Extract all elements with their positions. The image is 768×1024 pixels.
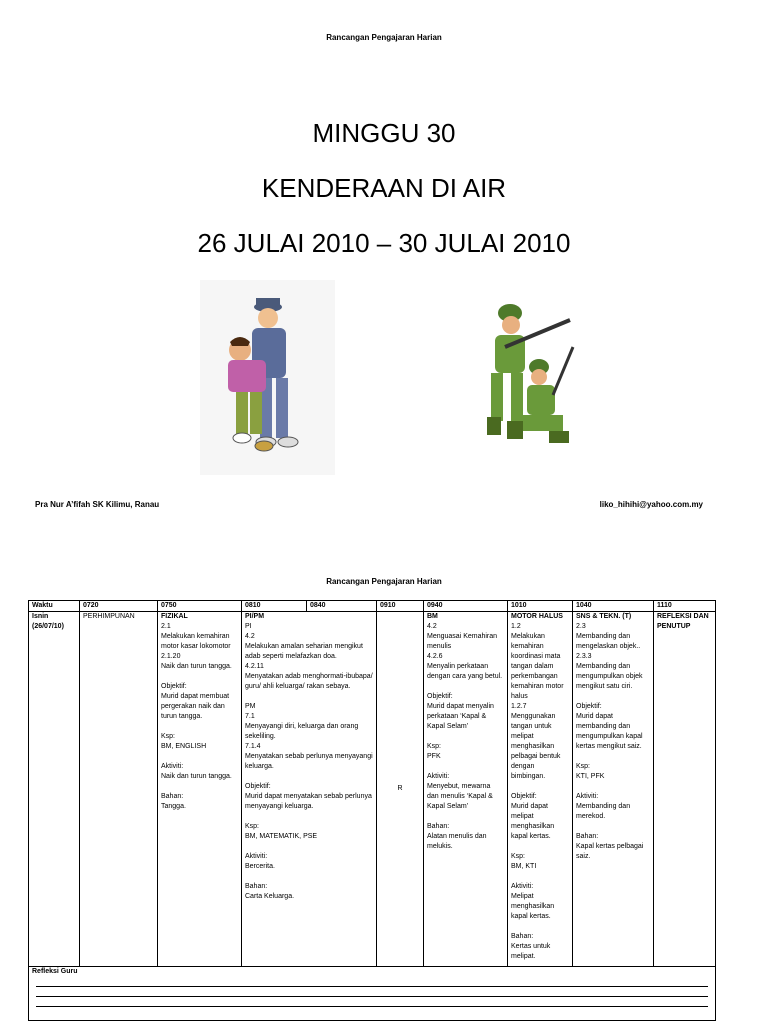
header-1040: 1040 [573, 601, 654, 612]
header-0810: 0810 [242, 601, 307, 612]
bm-title: BM [427, 613, 438, 620]
perhimpunan-cell [80, 612, 158, 967]
day-cell [29, 612, 80, 967]
header-waktu: Waktu [29, 601, 80, 612]
header-1110: 1110 [654, 601, 716, 612]
header-0940: 0940 [424, 601, 508, 612]
sns-cell [573, 612, 654, 967]
motor-halus-cell [508, 612, 573, 967]
reflection-line [36, 987, 708, 997]
table-header-row [29, 601, 716, 612]
title-week: MINGGU 30 [312, 118, 456, 148]
reflection-line [36, 977, 708, 987]
table-row [29, 612, 716, 967]
page-header: Rancangan Pengajaran Harian [326, 33, 442, 42]
sns-title: SNS & TEKN. (T) [576, 613, 632, 620]
title-theme: KENDERAAN DI AIR [261, 173, 507, 203]
motor-title: MOTOR HALUS [511, 613, 563, 620]
refleksi-penutup-cell [654, 612, 716, 967]
police-officer-illustration [200, 280, 335, 475]
pipm-body: PI 4.2 Melakukan amalan seharian mengikut adab seperti melafazkan doa. 4.2.11 Menyatakan adab menghormati-ibubapa/ guru/ ahli keluarga/ rakan sebaya. PM 7.1 Menyayangi diri, keluarga dan orang sekeliling. 7.1.4 Menyatakan sebab perlunya menyayangi keluarga. Objektif: Murid dapat menyatakan sebab perlunya menyayangi keluarga. Ksp: BM, MATEMATIK, PSE Aktiviti: Bercerita. Bahan: Carta Keluarga. [245, 623, 373, 900]
title-dates: 26 JULAI 2010 – 30 JULAI 2010 [197, 228, 571, 258]
refleksi-guru-cell [29, 967, 716, 1021]
reflection-line [36, 997, 708, 1007]
pipm-cell [242, 612, 377, 967]
header-1010: 1010 [508, 601, 573, 612]
header-0750: 0750 [158, 601, 242, 612]
sns-body: 2.3 Membanding dan mengelaskan objek.. 2.3.3 Membanding dan mengumpulkan objek mengikut satu ciri. Objektif: Murid dapat membanding dan mengumpulkan kapal kertas mengikut saiz. Ksp: KTI, PFK Aktiviti: Membanding dan merekod. Bahan: Kapal kertas pelbagai saiz. [576, 623, 644, 860]
plan-header: Rancangan Pengajaran Harian [326, 577, 442, 586]
lesson-plan-table [28, 600, 716, 1021]
bm-body: 4.2 Menguasai Kemahiran menulis 4.2.6 Menyalin perkataan dengan cara yang betul. Objektif: Murid dapat menyalin perkataan ‘Kapal & Kapal Selam’ Ksp: PFK Aktiviti: Menyebut, mewarna dan menulis ‘Kapal & Kapal Selam’ Bahan: Alatan menulis dan melukis. [427, 623, 503, 850]
refleksi-guru-row [29, 967, 716, 1021]
fizikal-body: 2.1 Melakukan kemahiran motor kasar lokomotor 2.1.20 Naik dan turun tangga. Objektif: Murid dapat membuat pergerakan naik dan turun tangga. Ksp: BM, ENGLISH Aktiviti: Naik dan turun tangga. Bahan: Tangga. [161, 623, 232, 810]
rehat-cell [377, 612, 424, 967]
pipm-title: PI/PM [245, 613, 265, 620]
header-0720: 0720 [80, 601, 158, 612]
refleksi-penutup-label: REFLEKSI DAN PENUTUP [657, 613, 711, 630]
perhimpunan-label: PERHIMPUNAN [83, 613, 135, 620]
header-0840: 0840 [307, 601, 377, 612]
author-name: Pra Nur A’fifah SK Kilimu, Ranau [35, 500, 160, 509]
rehat-label: R [397, 785, 403, 792]
soldiers-illustration [465, 295, 580, 455]
author-email: liko_hihihi@yahoo.com.my [599, 500, 703, 509]
fizikal-title: FIZIKAL [161, 613, 188, 620]
refleksi-guru-label: Refleksi Guru [32, 968, 78, 975]
day-label: Isnin (26/07/10) [32, 613, 64, 630]
fizikal-cell [158, 612, 242, 967]
header-0910: 0910 [377, 601, 424, 612]
motor-body: 1.2 Melakukan kemahiran koordinasi mata tangan dalam perkembangan kemahiran motor halus 1.2.7 Menggunakan tangan untuk melipat menghasilkan pelbagai bentuk dengan bimbingan. Objektif: Murid dapat melipat menghasilkan kapal kertas. Ksp: BM, KTI Aktiviti: Melipat menghasilkan kapal kertas. Bahan: Kertas untuk melipat. [511, 623, 564, 960]
bm-cell [424, 612, 508, 967]
